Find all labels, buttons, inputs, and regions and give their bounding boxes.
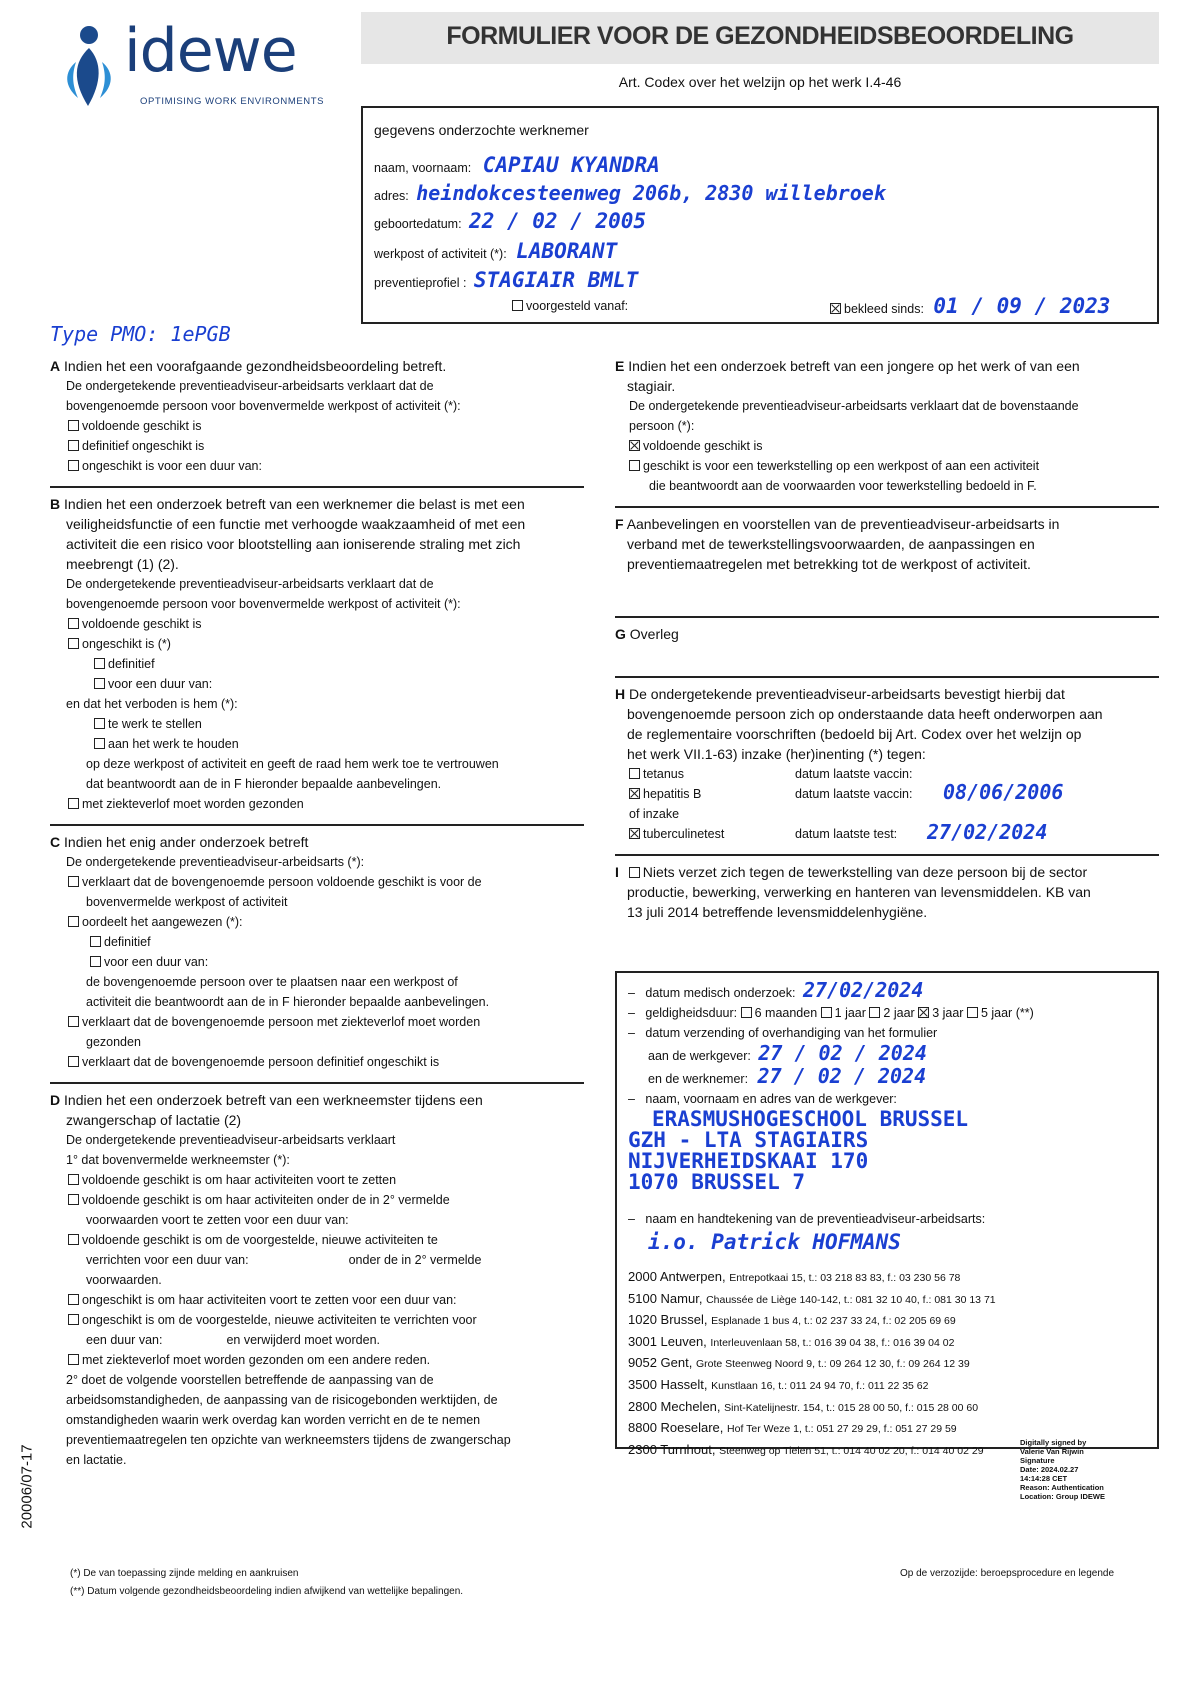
office-city: 2300 Turnhout,	[628, 1441, 716, 1457]
b-opt-3: en dat het verboden is hem (*):	[66, 697, 238, 711]
d-text-3d: voorwaarden.	[86, 1273, 162, 1287]
section-g-title: G Overleg	[615, 626, 679, 642]
divider	[50, 1082, 584, 1084]
c-opt-2[interactable]: oordeelt het aangewezen (*):	[50, 912, 584, 932]
b-text-4: op deze werkpost of activiteit en geeft de raad hem werk toe te vertrouwen	[86, 757, 499, 771]
pmo-type: Type PMO: 1ePGB	[50, 322, 231, 346]
name-row	[374, 155, 660, 178]
section-b-intro1: De ondergetekende preventieadviseur-arbeidsarts verklaart dat de	[66, 577, 434, 591]
employer-line-3[interactable]: NIJVERHEIDSKAAI 170	[628, 1149, 869, 1173]
e-opt-1[interactable]: voldoende geschikt is	[615, 436, 1159, 456]
reverse-note: Op de verzozijde: beroepsprocedure en legende	[900, 1568, 1115, 1579]
office-row	[628, 1267, 1156, 1289]
d-opt-4[interactable]: ongeschikt is om haar activiteiten voort te zetten voor een duur van:	[50, 1290, 584, 1310]
c-text-2c: de bovengenoemde persoon over te plaatsen naar een werkpost of	[86, 975, 458, 989]
office-address: Chaussée de Liège 140-142, t.: 081 32 10 40, f.: 081 30 13 71	[706, 1293, 996, 1306]
birth-row	[374, 211, 646, 234]
section-h-t2: bovengenoemde persoon zich op onderstaande data heeft onderworpen aan	[627, 706, 1103, 722]
office-row	[628, 1397, 1156, 1419]
section-f-t2: verband met de tewerkstellingsvoorwaarden, de aanpassingen en	[627, 536, 1035, 552]
b-opt-2a[interactable]: definitief	[50, 654, 584, 674]
hepb-date[interactable]: 08/06/2006	[943, 780, 1064, 804]
office-address: Grote Steenweg Noord 9, t.: 09 264 12 30, f.: 09 264 12 39	[695, 1358, 970, 1371]
section-f-title: F Aanbevelingen en voorstellen van de preventieadviseur-arbeidsarts in	[615, 516, 1060, 532]
office-city: 1020 Brussel,	[628, 1312, 708, 1328]
proposed-checkbox[interactable]	[512, 300, 523, 311]
h-hepb-suffix: of inzake	[629, 807, 680, 821]
page-title: FORMULIER VOOR DE GEZONDHEIDSBEOORDELING	[446, 22, 1074, 50]
a-opt-2[interactable]: definitief ongeschikt is	[50, 436, 584, 456]
section-d-p1: 1° dat bovenvermelde werkneemster (*):	[66, 1153, 290, 1167]
section-g-space[interactable]	[615, 644, 1159, 676]
section-d-p2a: 2° doet de volgende voorstellen betreffende de aanpassing van de	[66, 1373, 434, 1387]
office-city: 3001 Leuven,	[628, 1333, 707, 1349]
profile-label: preventieprofiel :	[374, 276, 467, 290]
c-text-3b: gezonden	[86, 1035, 141, 1049]
name-label: naam, voornaam:	[374, 161, 472, 175]
d-opt-2[interactable]: voldoende geschikt is om haar activiteiten onder de in 2° vermelde	[50, 1190, 584, 1210]
section-d-p2c: omstandigheden waarin werk overdag kan worden verricht en de te nemen	[66, 1413, 481, 1427]
section-a-intro1: De ondergetekende preventieadviseur-arbeidsarts verklaart dat de	[66, 379, 434, 393]
doctor-label-row: – naam en handtekening van de preventieadviseur-arbeidsarts:	[628, 1212, 986, 1226]
employee-date-row: en de werknemer: 27 / 02 / 2024	[648, 1064, 927, 1088]
c-opt-2a[interactable]: definitief	[50, 932, 584, 952]
left-column	[50, 356, 584, 1470]
b-opt-6[interactable]: met ziekteverlof moet worden gezonden	[50, 794, 584, 814]
b-text-5: dat beantwoordt aan de in F hieronder bepaalde aanbevelingen.	[86, 777, 442, 791]
section-d-p2d: preventiemaatregelen ten opzichte van werkneemsters tijdens de zwangerschap	[66, 1433, 511, 1447]
address-value[interactable]: heindokcesteenweg 206b, 2830 willebroek	[416, 181, 886, 205]
office-row	[628, 1418, 1156, 1440]
section-h-t3: de reglementaire voorschriften (bedoeld bij Art. Codex over het welzijn op	[627, 726, 1082, 742]
tb-date[interactable]: 27/02/2024	[927, 820, 1048, 844]
employee-section-label: gegevens onderzochte werknemer	[374, 122, 589, 138]
section-d-title: D Indien het een onderzoek betreft van een werkneemster tijdens een	[50, 1092, 483, 1108]
office-row	[628, 1375, 1156, 1397]
proposed-row	[512, 296, 628, 316]
proposed-label: voorgesteld vanaf:	[526, 299, 629, 313]
employer-line-1[interactable]: ERASMUSHOGESCHOOL BRUSSEL	[652, 1107, 969, 1131]
page-subtitle: Art. Codex over het welzijn op het werk I.4-46	[618, 74, 902, 90]
c-text-1b: bovenvermelde werkpost of activiteit	[86, 895, 288, 909]
b-opt-3b[interactable]: aan het werk te houden	[50, 734, 584, 754]
c-text-2d: activiteit die beantwoordt aan de in F hieronder bepaalde aanbevelingen.	[86, 995, 490, 1009]
office-address: Esplanade 1 bus 4, t.: 02 237 33 24, f.: 02 205 69 69	[711, 1315, 956, 1328]
office-address: Kunstlaan 16, t.: 011 24 94 70, f.: 011 22 35 62	[711, 1379, 929, 1392]
section-h-t4: het werk VII.1-63) inzake (her)inenting (*) tegen:	[627, 746, 926, 762]
employer-line-4[interactable]: 1070 BRUSSEL 7	[628, 1170, 806, 1194]
post-row	[374, 241, 617, 264]
divider	[615, 616, 1159, 618]
divider	[50, 824, 584, 826]
section-f-t3: preventiemaatregelen met betrekking tot de werkpost of activiteit.	[627, 556, 1031, 572]
validity-3y-checkbox[interactable]	[918, 1007, 929, 1018]
section-b-title: B Indien het een onderzoek betreft van een werknemer die belast is met een	[50, 496, 525, 512]
section-c-title: C Indien het enig ander onderzoek betreft	[50, 834, 309, 850]
section-e-intro1: De ondergetekende preventieadviseur-arbeidsarts verklaart dat de bovenstaande	[629, 399, 1079, 413]
office-city: 2000 Antwerpen,	[628, 1269, 726, 1284]
section-d-intro: De ondergetekende preventieadviseur-arbeidsarts verklaart	[66, 1133, 396, 1147]
section-i-title: I Niets verzet zich tegen de tewerkstelling van deze persoon bij de sector	[615, 864, 1088, 880]
c-opt-1[interactable]: verklaart dat de bovengenoemde persoon voldoende geschikt is voor de	[50, 872, 584, 892]
validity-row: – geldigheidsduur: 6 maanden 1 jaar 2 jaar 3 jaar 5 jaar (**)	[628, 1006, 1034, 1020]
h-row-tb: tuberculinetest datum laatste test: 27/02/2024	[615, 824, 1159, 844]
employee-date[interactable]: 27 / 02 / 2024	[757, 1064, 927, 1088]
d-text-3b: verrichten voor een duur van: onder de in 2° vermelde	[86, 1253, 482, 1267]
office-row	[628, 1353, 1156, 1375]
tb-checkbox[interactable]	[629, 828, 640, 839]
section-i-t2: productie, bewerking, verwerking en hanteren van levensmiddelen. KB van	[627, 884, 1091, 900]
profile-row	[374, 270, 638, 293]
section-e-title: E Indien het een onderzoek betreft van een jongere op het werk of van een	[615, 358, 1080, 374]
divider	[50, 486, 584, 488]
c-opt-4[interactable]: verklaart dat de bovengenoemde persoon definitief ongeschikt is	[50, 1052, 584, 1072]
section-h-title: H De ondergetekende preventieadviseur-arbeidsarts bevestigt hierbij dat	[615, 686, 1065, 702]
b-opt-1[interactable]: voldoende geschikt is	[50, 614, 584, 634]
validity-5y-checkbox[interactable]	[967, 1007, 978, 1018]
validity-2y-checkbox[interactable]	[869, 1007, 880, 1018]
name-value[interactable]: CAPIAU KYANDRA	[482, 153, 660, 177]
d-opt-3[interactable]: voldoende geschikt is om de voorgestelde, nieuwe activiteiten te	[50, 1230, 584, 1250]
profile-value[interactable]: STAGIAIR BMLT	[473, 268, 639, 292]
a-opt-1[interactable]: voldoende geschikt is	[50, 416, 584, 436]
section-b-intro2: bovengenoemde persoon voor bovenvermelde werkpost of activiteit (*):	[66, 597, 461, 611]
d-text-2b: voorwaarden voort te zetten voor een duur van:	[86, 1213, 349, 1227]
section-e-intro2: persoon (*):	[629, 419, 695, 433]
e-text-2b: die beantwoordt aan de voorwaarden voor tewerkstelling bedoeld in F.	[649, 479, 1037, 493]
b-opt-3a[interactable]: te werk te stellen	[50, 714, 584, 734]
validity-6m-checkbox[interactable]	[741, 1007, 752, 1018]
office-city: 2800 Mechelen,	[628, 1398, 721, 1414]
since-checkbox[interactable]	[830, 303, 841, 314]
send-row: – datum verzending of overhandiging van het formulier	[628, 1026, 938, 1040]
b-opt-2b[interactable]: voor een duur van:	[50, 674, 584, 694]
section-b-t2: veiligheidsfunctie of een functie met verhoogde waakzaamheid of met een	[66, 516, 526, 532]
office-city: 9052 Gent,	[628, 1355, 693, 1371]
birth-label: geboortedatum:	[374, 217, 462, 231]
office-row	[628, 1310, 1156, 1332]
section-b-t3: activiteit die een risico voor blootstelling aan ioniserende straling met zich	[66, 536, 521, 552]
section-b-t4: meebrengt (1) (2).	[66, 556, 179, 572]
c-opt-2b[interactable]: voor een duur van:	[50, 952, 584, 972]
since-row	[830, 296, 1110, 319]
office-city: 8800 Roeselare,	[628, 1420, 724, 1436]
b-opt-2[interactable]: ongeschikt is (*)	[50, 634, 584, 654]
idewe-logo	[58, 16, 340, 112]
i-checkbox[interactable]	[629, 867, 640, 878]
office-city: 5100 Namur,	[628, 1290, 703, 1306]
c-opt-3[interactable]: verklaart dat de bovengenoemde persoon met ziekteverlof moet worden	[50, 1012, 584, 1032]
d-opt-5[interactable]: ongeschikt is om de voorgestelde, nieuwe activiteiten te verrichten voor	[50, 1310, 584, 1330]
h-row-hepb: hepatitis B datum laatste vaccin: 08/06/2006	[615, 784, 1159, 804]
birth-value[interactable]: 22 / 02 / 2005	[469, 209, 647, 233]
office-address: Entrepotkaai 15, t.: 03 218 83 83, f.: 03 230 56 78	[729, 1272, 961, 1284]
divider	[615, 854, 1159, 856]
form-code: 20006/07-17	[18, 1444, 36, 1529]
employer-line-2[interactable]: GZH - LTA STAGIAIRS	[628, 1128, 869, 1152]
post-label: werkpost of activiteit (*):	[374, 247, 507, 261]
office-address: Interleuvenlaan 58, t.: 016 39 04 38, f.: 016 39 04 02	[710, 1336, 955, 1349]
section-d-p2b: arbeidsomstandigheden, de aanpassing van de risicogebonden werktijden, de	[66, 1393, 498, 1407]
tetanus-checkbox[interactable]	[629, 768, 640, 779]
divider	[615, 676, 1159, 678]
validity-1y-checkbox[interactable]	[821, 1007, 832, 1018]
footnote-2: (**) Datum volgende gezondheidsbeoordeling indien afwijkend van wettelijke bepalingen.	[70, 1586, 464, 1597]
e-opt-2[interactable]: geschikt is voor een tewerkstelling op een werkpost of aan een activiteit	[615, 456, 1159, 476]
a-opt-3[interactable]: ongeschikt is voor een duur van:	[50, 456, 584, 476]
divider	[615, 506, 1159, 508]
section-a-title: A Indien het een voorafgaande gezondheidsbeoordeling betreft.	[50, 358, 447, 374]
since-value[interactable]: 01 / 09 / 2023	[933, 294, 1111, 318]
office-row	[628, 1289, 1156, 1311]
office-city: 3500 Hasselt,	[628, 1376, 708, 1392]
office-list	[628, 1267, 1156, 1461]
post-value[interactable]: LABORANT	[516, 239, 618, 263]
section-d-p2e: en lactatie.	[66, 1453, 127, 1467]
exam-content	[628, 980, 1156, 1461]
office-address: Hof Ter Weze 1, t.: 051 27 29 29, f.: 051 27 29 59	[727, 1423, 957, 1436]
digital-signature-stamp: Digitally signed by Valerie Van Rijwin Signature Date: 2024.02.27 14:14:28 CET Reason: Authentication Location: Group IDEWE	[1020, 1438, 1105, 1501]
section-d-t2: zwangerschap of lactatie (2)	[66, 1112, 242, 1128]
logo-wordmark: idewe	[124, 16, 297, 86]
employer-date[interactable]: 27 / 02 / 2024	[758, 1041, 927, 1065]
hepb-checkbox[interactable]	[629, 788, 640, 799]
logo-tagline: OPTIMISING WORK ENVIRONMENTS	[140, 96, 325, 107]
address-label: adres:	[374, 189, 409, 203]
section-e-t2: stagiair.	[627, 378, 676, 394]
since-label: bekleed sinds:	[844, 302, 924, 316]
exam-date[interactable]: 27/02/2024	[802, 978, 924, 1002]
section-c-intro: De ondergetekende preventieadviseur-arbeidsarts (*):	[66, 855, 365, 869]
section-a-intro2: bovengenoemde persoon voor bovenvermelde werkpost of activiteit (*):	[66, 399, 461, 413]
d-opt-6[interactable]: met ziekteverlof moet worden gezonden om een andere reden.	[50, 1350, 584, 1370]
h-row-tetanus: tetanus datum laatste vaccin:	[615, 764, 1159, 784]
d-text-5b: een duur van: en verwijderd moet worden.	[86, 1333, 380, 1347]
employer-label-row: – naam, voornaam en adres van de werkgever:	[628, 1092, 897, 1106]
doctor-signature[interactable]: i.o. Patrick HOFMANS	[648, 1230, 901, 1254]
section-f-space[interactable]	[615, 574, 1159, 616]
exam-date-row: – datum medisch onderzoek: 27/02/2024	[628, 978, 924, 1002]
right-column	[615, 356, 1159, 922]
office-address: Steenweg op Tielen 51, t.: 014 40 02 20, f.: 014 40 02 29	[719, 1444, 984, 1457]
footnote-1: (*) De van toepassing zijnde melding en aankruisen	[70, 1568, 299, 1579]
section-i-t3: 13 juli 2014 betreffende levensmiddelenhygiëne.	[627, 904, 928, 920]
d-opt-1[interactable]: voldoende geschikt is om haar activiteiten voort te zetten	[50, 1170, 584, 1190]
employer-date-row: aan de werkgever: 27 / 02 / 2024	[648, 1041, 927, 1065]
office-address: Sint-Katelijnestr. 154, t.: 015 28 00 50, f.: 015 28 00 60	[724, 1401, 979, 1414]
office-row	[628, 1332, 1156, 1354]
address-row	[374, 183, 886, 206]
